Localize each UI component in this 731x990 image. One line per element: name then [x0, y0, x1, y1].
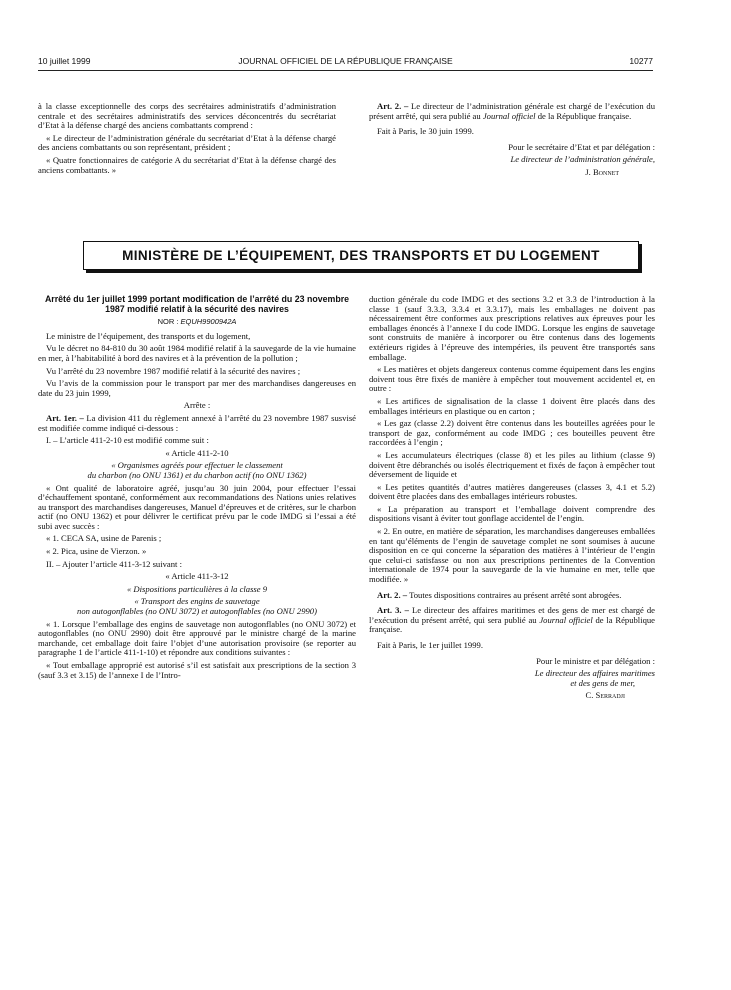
paragraph: « 1. CECA SA, usine de Parenis ;	[46, 533, 162, 544]
header-journal-title: JOURNAL OFFICIEL DE LA RÉPUBLIQUE FRANÇAISE	[238, 56, 453, 66]
top-right-column	[369, 102, 655, 181]
nor-reference	[38, 317, 356, 327]
paragraph: « Les accumulateurs électriques (classe 8) et les piles au lithium (classe 9) doivent être débranchés ou isolés électriquement et fixés de façon à empêcher tout déversement de liquide et	[369, 449, 655, 480]
journal-officiel-italic: Journal officiel	[539, 614, 593, 625]
ministry-banner: MINISTÈRE DE L’ÉQUIPEMENT, DES TRANSPORTS ET DU LOGEMENT	[83, 241, 639, 270]
top-left-column	[38, 102, 336, 178]
signature-name: C. Serradji	[585, 690, 625, 701]
decree-title: Arrêté du 1er juillet 1999 portant modification de l’arrêté du 23 novembre 1987 modifié relatif à la sécurité des navires	[44, 294, 350, 314]
paragraph: « Le directeur de l’administration générale du secrétariat d’Etat à la défense chargé des anciens combattants ou son représentant, président ;	[38, 132, 336, 153]
paragraph: « Tout emballage approprié est autorisé s’il est satisfait aux prescriptions de la section 3 (sauf 3.3 et 3.15) de l’annexe I de l’Intro-	[38, 660, 356, 680]
nor-label: NOR :	[157, 317, 181, 327]
article-label: Art. 2. –	[377, 589, 408, 600]
article-text: La division 411 du règlement annexé à l’arrêté du 23 novembre 1987 susvisé est modifiée comme indiqué ci-dessous :	[38, 412, 356, 433]
signature-line: Pour le ministre et par délégation :	[536, 655, 655, 666]
paragraph: Vu l’avis de la commission pour le transport par mer des marchandises dangereuses en date du 23 juin 1999,	[38, 378, 356, 398]
article-text: Toutes dispositions contraires au présent arrêté sont abrogées.	[407, 589, 622, 600]
section-heading: du charbon (no ONU 1361) et du charbon actif (no ONU 1362)	[87, 469, 307, 480]
signature-title: Le directeur des affaires maritimes	[534, 668, 655, 679]
header-rule	[38, 70, 653, 71]
article-label: Art. 3. –	[377, 605, 409, 616]
paragraph: « 2. En outre, en matière de séparation, les marchandises dangereuses emballées en tant qu’éléments de l’engin de sauvetage complet ne sont soumises à aucune disposition en ce qui concerne la séparation des matières à l’intérieur de l’engin que celui-ci satisfasse ou non aux prescriptions pertinentes de la Convention internationale de 1974 pour la sauvegarde de la vie humaine en mer, telle que modifiée. »	[369, 526, 655, 585]
article-label: Art. 2. –	[377, 101, 409, 111]
signature-name: J. Bonnet	[585, 166, 619, 177]
article-text-end: de la République française.	[369, 614, 655, 635]
arrete-heading: Arrête :	[183, 400, 211, 411]
article-text: Le directeur de l’administration générale est chargé de l’exécution du présent arrêté, qui sera publié au	[369, 101, 655, 121]
page-header	[38, 56, 653, 70]
article-paragraph	[369, 591, 655, 601]
section-heading: « Organismes agréés pour effectuer le classement	[111, 460, 283, 471]
article-paragraph	[369, 606, 655, 635]
paragraph: « Les gaz (classe 2.2) doivent être contenus dans les bouteilles agréées pour le transport de gaz, conformément au code IMDG ; ces bouteilles peuvent être raccordées à l’engin ;	[369, 418, 655, 448]
article-heading: « Article 411-2-10	[165, 447, 229, 458]
section-heading: non autogonflables (no ONU 3072) et autogonflables (no ONU 2990)	[77, 606, 317, 617]
journal-officiel-italic: Journal officiel	[482, 110, 536, 121]
paragraph: « Les matières et objets dangereux contenus comme équipement dans les engins doivent tous être fixés de manière à empêcher tout mouvement accidentel et, en outre :	[369, 364, 655, 394]
article-label: Art. 1er. –	[46, 412, 84, 423]
header-page-number: 10277	[629, 56, 653, 66]
nor-value: EQUH9900942A	[180, 317, 237, 327]
signature-title: Le directeur de l’administration générale,	[510, 154, 655, 165]
paragraph: Le ministre de l’équipement, des transports et du logement,	[46, 330, 251, 341]
header-date: 10 juillet 1999	[38, 56, 91, 66]
paragraph: à la classe exceptionnelle des corps des secrétaires administratifs d’administration centrale et des secrétaires administratifs des services déconcentrés du secrétariat d’Etat à la défense chargé des anciens combattants comprend :	[38, 101, 336, 131]
paragraph: Vu le décret no 84-810 du 30 août 1984 modifié relatif à la sauvegarde de la vie humaine en mer, à l’habitabilité à bord des navires et à la prévention de la pollution ;	[38, 343, 356, 363]
signature-title: et des gens de mer,	[570, 677, 635, 688]
paragraph: « 1. Lorsque l’emballage des engins de sauvetage non autogonflables (no ONU 3072) et autogonflables (no ONU 2990) doit être approuvé par le ministre chargé de la marine marchande, cet emballage doit faire l’objet d’une autorisation provisoire (se reporter au paragraphe 1 de l’article 411-1-10) et répondre aux conditions suivantes :	[38, 618, 356, 658]
paragraph: duction générale du code IMDG et des sections 3.2 et 3.3 de l’introduction à la classe 1 (sauf 3.3.3, 3.3.4 et 3.3.17), mais les emballages ne doivent pas nécessairement être conformes aux prescriptions relatives aux épreuves pour les emballages énoncés à l’annexe I du code IMDG. Lorsque les engins de sauvetage sont construits de manière à incorporer ou être contenus dans des logements extérieurs rigides à l’épreuve des intempéries, ils peuvent être transportés sans emballage.	[369, 294, 655, 362]
fait-line: Fait à Paris, le 1er juillet 1999.	[377, 640, 483, 650]
paragraph: « Ont qualité de laboratoire agréé, jusqu’au 30 juin 2004, pour effectuer l’essai d’échauffement spontané, conformément aux recommandations des Nations unies relatives au transport des marchandises dangereuses, Manuel d’épreuves et de critères, sur le charbon actif (no ONU 1362) et pour délivrer le certificat prévu par le code IMDG si l’essai a été subi avec succès :	[38, 482, 356, 531]
right-column	[369, 295, 655, 704]
signature-line: Pour le secrétaire d’Etat et par délégation :	[508, 141, 655, 152]
section-heading: « Transport des engins de sauvetage	[134, 596, 260, 607]
fait-line: Fait à Paris, le 30 juin 1999.	[377, 126, 474, 137]
article-paragraph	[369, 102, 655, 121]
article-text: Le directeur des affaires maritimes et des gens de mer est chargé de l’exécution du présent arrêté, qui sera publié au	[369, 605, 655, 625]
paragraph: « La préparation au transport et l’emballage doivent comprendre des dispositions visant à éviter tout gonflage accidentel de l’engin.	[369, 503, 655, 524]
paragraph: « Quatre fonctionnaires de catégorie A du secrétariat d’Etat à la défense chargé des anciens combattants. »	[38, 154, 336, 175]
section-heading: « Dispositions particulières à la classe 9	[126, 583, 268, 594]
paragraph: Vu l’arrêté du 23 novembre 1987 modifié relatif à la sécurité des navires ;	[46, 365, 301, 376]
article-text-end: de la République française.	[535, 110, 632, 121]
paragraph: II. – Ajouter l’article 411-3-12 suivant :	[46, 558, 182, 569]
article-paragraph	[38, 414, 356, 433]
left-column	[38, 295, 356, 683]
article-heading: « Article 411-3-12	[165, 571, 229, 582]
paragraph: I. – L’article 411-2-10 est modifié comme suit :	[46, 435, 209, 446]
paragraph: « 2. Pica, usine de Vierzon. »	[46, 546, 147, 557]
paragraph: « Les artifices de signalisation de la classe 1 doivent être placés dans des emballages intérieurs en plastique ou en carton ;	[369, 395, 655, 416]
paragraph: « Les petites quantités d’autres matières dangereuses (classes 3, 4.1 et 5.2) doivent être placées dans des emballages intérieurs robustes.	[369, 481, 655, 502]
